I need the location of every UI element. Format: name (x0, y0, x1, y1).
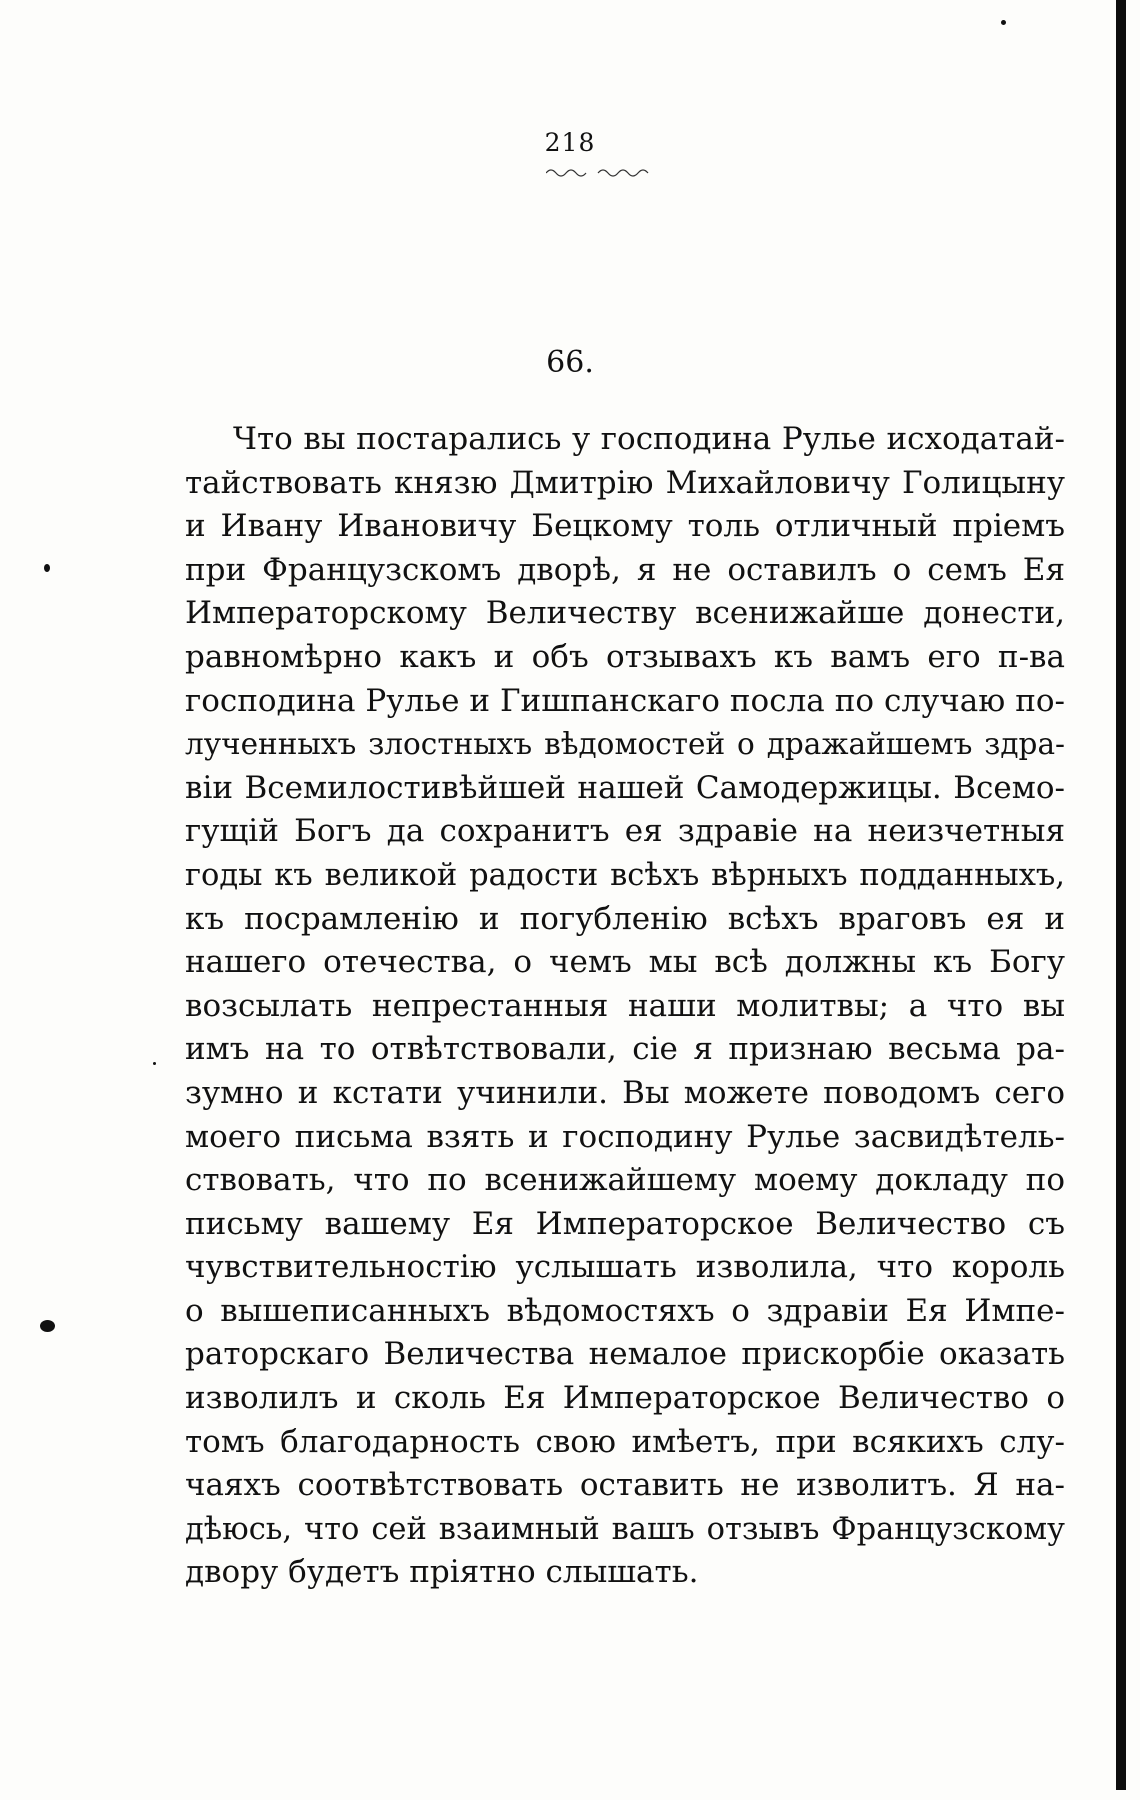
text-line: при Французскомъ дворѣ, я не оставилъ о семъ Ея (185, 551, 1065, 588)
text-line: тайствовать князю Дмитрію Михайловичу Голицыну (185, 464, 1065, 501)
page-edge-shadow (1116, 0, 1126, 1790)
text-line: ствовать, что по всенижайшему моему докладу по (185, 1162, 1065, 1199)
text-line: двору будетъ пріятно слышать. (185, 1554, 699, 1591)
text-line: о вышеписанныхъ вѣдомостяхъ о здравіи Ея Импе- (185, 1292, 1065, 1329)
ornament-divider (546, 166, 666, 180)
text-line: дѣюсь, что сей взаимный вашъ отзывъ Французскому (185, 1511, 1065, 1547)
text-line: равномѣрно какъ и объ отзывахъ къ вамъ его п-ва (185, 638, 1065, 675)
text-line: віи Всемилостивѣйшей нашей Самодержицы. Всемо- (185, 769, 1065, 806)
text-line: къ посрамленію и погубленію всѣхъ враговъ ея и (185, 900, 1065, 937)
ink-speck (40, 1320, 55, 1332)
text-line: Императорскому Величеству всенижайше донести, (185, 595, 1065, 632)
text-line: томъ благодарность свою имѣетъ, при всякихъ слу- (185, 1423, 1065, 1460)
text-line: чувствительностію услышать изволила, что король (185, 1249, 1065, 1286)
text-line: и Ивану Ивановичу Бецкому толь отличный пріемъ (185, 508, 1065, 545)
text-line: лученныхъ злостныхъ вѣдомостей о дражайшемъ здра- (185, 727, 1065, 762)
text-line: письму вашему Ея Императорское Величество съ (185, 1205, 1065, 1242)
text-line: моего письма взять и господину Рулье засвидѣтель- (185, 1118, 1065, 1155)
ink-speck (44, 564, 50, 572)
text-line: зумно и кстати учинили. Вы можете поводомъ сего (185, 1074, 1065, 1111)
text-line: имъ на то отвѣтствовали, сіе я признаю весьма ра- (185, 1031, 1065, 1068)
text-line: возсылать непрестанныя наши молитвы; а что вы (185, 987, 1065, 1024)
text-line: господина Рулье и Гишпанскаго посла по случаю по- (185, 682, 1065, 719)
ink-speck (153, 1062, 156, 1065)
text-line: нашего отечества, о чемъ мы всѣ должны къ Богу (185, 944, 1065, 981)
text-line: чаяхъ соотвѣтствовать оставить не изволитъ. Я на- (185, 1467, 1065, 1504)
text-line: гущій Богъ да сохранитъ ея здравіе на неизчетныя (185, 813, 1065, 850)
text-line: раторскаго Величества немалое прискорбіе оказать (185, 1336, 1065, 1373)
document-number: 66. (546, 345, 594, 380)
text-line: годы къ великой радости всѣхъ вѣрныхъ подданныхъ, (185, 857, 1065, 893)
ink-speck (1001, 20, 1006, 25)
letter-body (185, 418, 1065, 1595)
text-line: Что вы постарались у господина Рулье исходатай- (233, 421, 1065, 457)
text-line: изволилъ и сколь Ея Императорское Величество о (185, 1380, 1065, 1417)
page-number: 218 (544, 128, 596, 157)
